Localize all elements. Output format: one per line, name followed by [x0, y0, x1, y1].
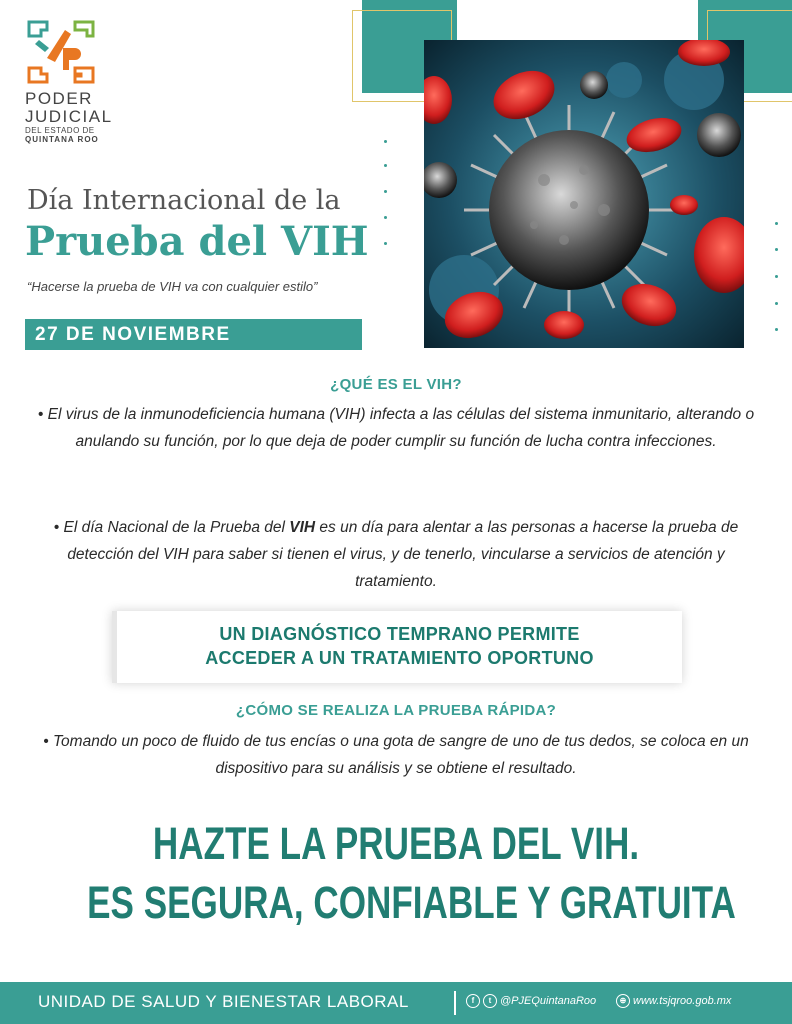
paragraph-que-es-vih: • El virus de la inmunodeficiencia humana (VIH) infecta a las células del sistema inmunitario, alterando o anulando su función, por lo que deja de poder cumplir su función de lucha contra infecciones. [37, 406, 755, 450]
decor-dot [384, 140, 387, 143]
heading-como-se-realiza: ¿CÓMO SE REALIZA LA PRUEBA RÁPIDA? [235, 702, 557, 719]
paragraph-dia-nacional-part2: es un día para alentar a las personas a hacerse la prueba de detección del VIH para saber si tienen el virus, y de tenerlo, vincularse a servicios de atención y tratamiento. [67, 519, 739, 590]
decor-dot [775, 222, 778, 225]
logo-line1: PODER [25, 89, 93, 108]
date-banner: 27 DE NOVIEMBRE [25, 319, 362, 350]
decor-dot [384, 190, 387, 193]
footer-separator [454, 991, 456, 1015]
paragraph-dia-nacional-bold: VIH [289, 519, 316, 536]
title-line1: Día Internacional de la [27, 185, 341, 216]
footer-unit-main: SALUD Y BIENESTAR LABORAL [141, 992, 409, 1011]
decor-dot [775, 248, 778, 251]
footer-bar [0, 982, 792, 1024]
website-url: www.tsjqroo.gob.mx [633, 995, 732, 1007]
cta-line2: ES SEGURA, CONFIABLE Y GRATUITA [87, 877, 736, 928]
title-line2: Prueba del VIH [25, 218, 369, 265]
footer-unit-name [38, 992, 409, 1012]
decor-dot [775, 302, 778, 305]
footer-unit-prefix: UNIDAD DE [38, 992, 142, 1011]
heading-que-es-vih: ¿QUÉ ES EL VIH? [330, 376, 462, 393]
decor-dot [384, 242, 387, 245]
decor-dot [384, 164, 387, 167]
globe-icon: ⊕ [616, 994, 630, 1008]
decor-dot [775, 328, 778, 331]
slogan-quote: “Hacerse la prueba de VIH va con cualquier estilo” [27, 279, 318, 294]
facebook-icon: f [466, 994, 480, 1008]
poder-judicial-logo-icon [25, 18, 97, 86]
logo-line4: QUINTANA ROO [25, 135, 99, 144]
paragraph-dia-nacional-part1: • El día Nacional de la Prueba del [53, 519, 290, 536]
paragraph-como-se-realiza: • Tomando un poco de fluido de tus encías o una gota de sangre de uno de tus dedos, se coloca en un dispositivo para su análisis y se obtiene el resultado. [43, 733, 749, 777]
cta-line1: HAZTE LA PRUEBA DEL VIH. [152, 818, 640, 869]
footer-website-link[interactable] [616, 994, 731, 1008]
hiv-virus-illustration [424, 40, 744, 348]
logo-line2: JUDICIAL [25, 107, 113, 126]
logo-line3: DEL ESTADO DE [25, 126, 95, 135]
logo-wordmark [25, 90, 155, 144]
social-handle: @PJEQuintanaRoo [500, 995, 597, 1007]
twitter-icon: t [483, 994, 497, 1008]
diagnosis-callout-box [112, 611, 682, 683]
decor-dot [384, 216, 387, 219]
callout-line2: ACCEDER A UN TRATAMIENTO OPORTUNO [205, 648, 594, 668]
callout-line1: UN DIAGNÓSTICO TEMPRANO PERMITE [219, 624, 580, 644]
footer-social[interactable] [466, 994, 596, 1008]
decor-dot [775, 275, 778, 278]
paragraph-dia-nacional [26, 514, 766, 595]
